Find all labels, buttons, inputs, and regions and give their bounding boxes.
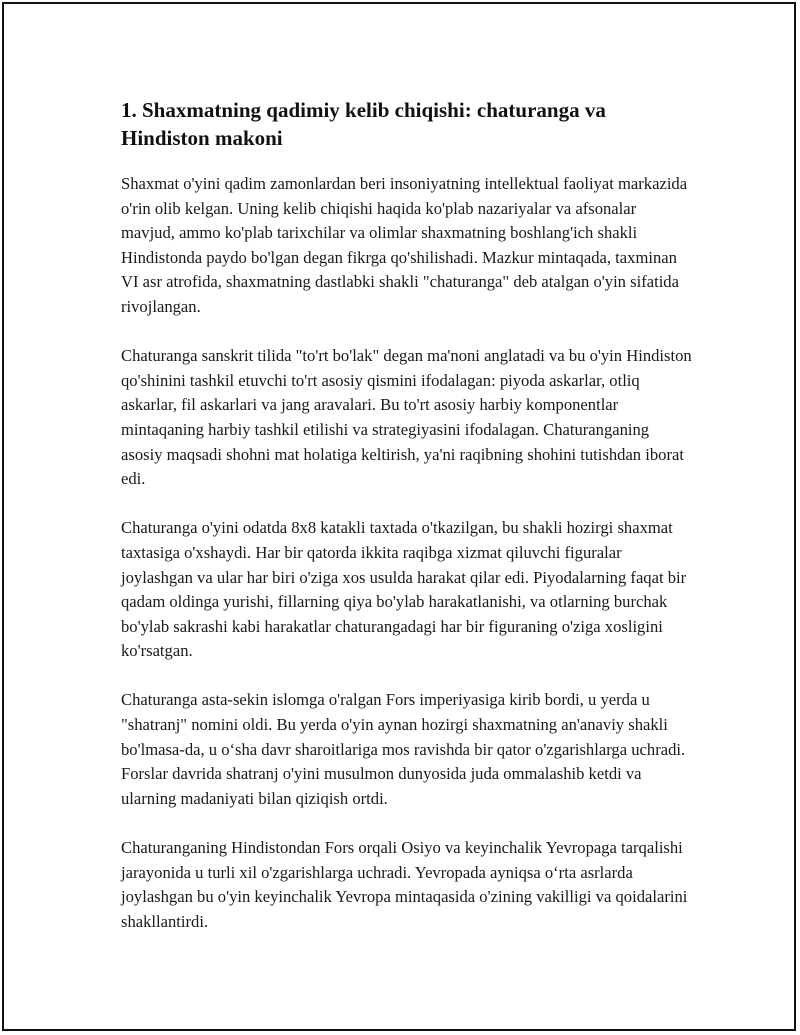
- page-frame: [2, 2, 796, 1031]
- paragraph: Chaturanga sanskrit tilida "to'rt bo'lak" degan ma'noni anglatadi va bu o'yin Hindiston qo'shinini tashkil etuvchi to'rt asosiy qismini ifodalagan: piyoda askarlar, otliq askarlar, fil askarlari va jang aravalari. Bu to'rt asosiy harbiy komponentlar mintaqaning harbiy tashkil etilishi va strategiyasini ifodalagan. Chaturanganing asosiy maqsadi shohni mat holatiga keltirish, ya'ni raqibning shohini tutishdan iborat edi.: [121, 346, 692, 489]
- paragraph: Chaturanganing Hindistondan Fors orqali Osiyo va keyinchalik Yevropaga tarqalishi jarayonida u turli xil o'zgarishlarga uchradi. Yevropada ayniqsa o‘rta asrlarda joylashgan bu o'yin keyinchalik Yevropa mintaqasida o'zining vakilligi va qoidalarini shakllantirdi.: [121, 838, 688, 931]
- section-heading: 1. Shaxmatning qadimiy kelib chiqishi: chaturanga va Hindiston makoni: [121, 98, 606, 150]
- paragraph: Chaturanga o'yini odatda 8x8 katakli taxtada o'tkazilgan, bu shakli hozirgi shaxmat taxtasiga o'xshaydi. Har bir qatorda ikkita raqibga xizmat qiluvchi figuralar joylashgan va ular har biri o'ziga xos usulda harakat qilar edi. Piyodalarning faqat bir qadam oldinga yurishi, fillarning qiya bo'ylab harakatlanishi, va otlarning burchak bo'ylab sakrashi kabi harakatlar chaturangadagi har bir figuraning o'ziga xosligini ko'rsatgan.: [121, 518, 687, 661]
- document-body: [121, 96, 693, 959]
- paragraph: Chaturanga asta-sekin islomga o'ralgan Fors imperiyasiga kirib bordi, u yerda u "shatranj" nomini oldi. Bu yerda o'yin aynan hozirgi shaxmatning an'anaviy shakli bo'lmasa-da, u o‘sha davr sharoitlariga mos ravishda bir qator o'zgarishlarga uchradi. Forslar davrida shatranj o'yini musulmon dunyosida juda ommalashib ketdi va ularning madaniyati bilan qiziqish ortdi.: [121, 690, 686, 808]
- paragraph: Shaxmat o'yini qadim zamonlardan beri insoniyatning intellektual faoliyat markazida o'rin olib kelgan. Uning kelib chiqishi haqida ko'plab nazariyalar va afsonalar mavjud, ammo ko'plab tarixchilar va olimlar shaxmatning boshlang'ich shakli Hindistonda paydo bo'lgan degan fikrga qo'shilishadi. Mazkur mintaqada, taxminan VI asr atrofida, shaxmatning dastlabki shakli "chaturanga" deb atalgan o'yin sifatida rivojlangan.: [121, 174, 688, 316]
